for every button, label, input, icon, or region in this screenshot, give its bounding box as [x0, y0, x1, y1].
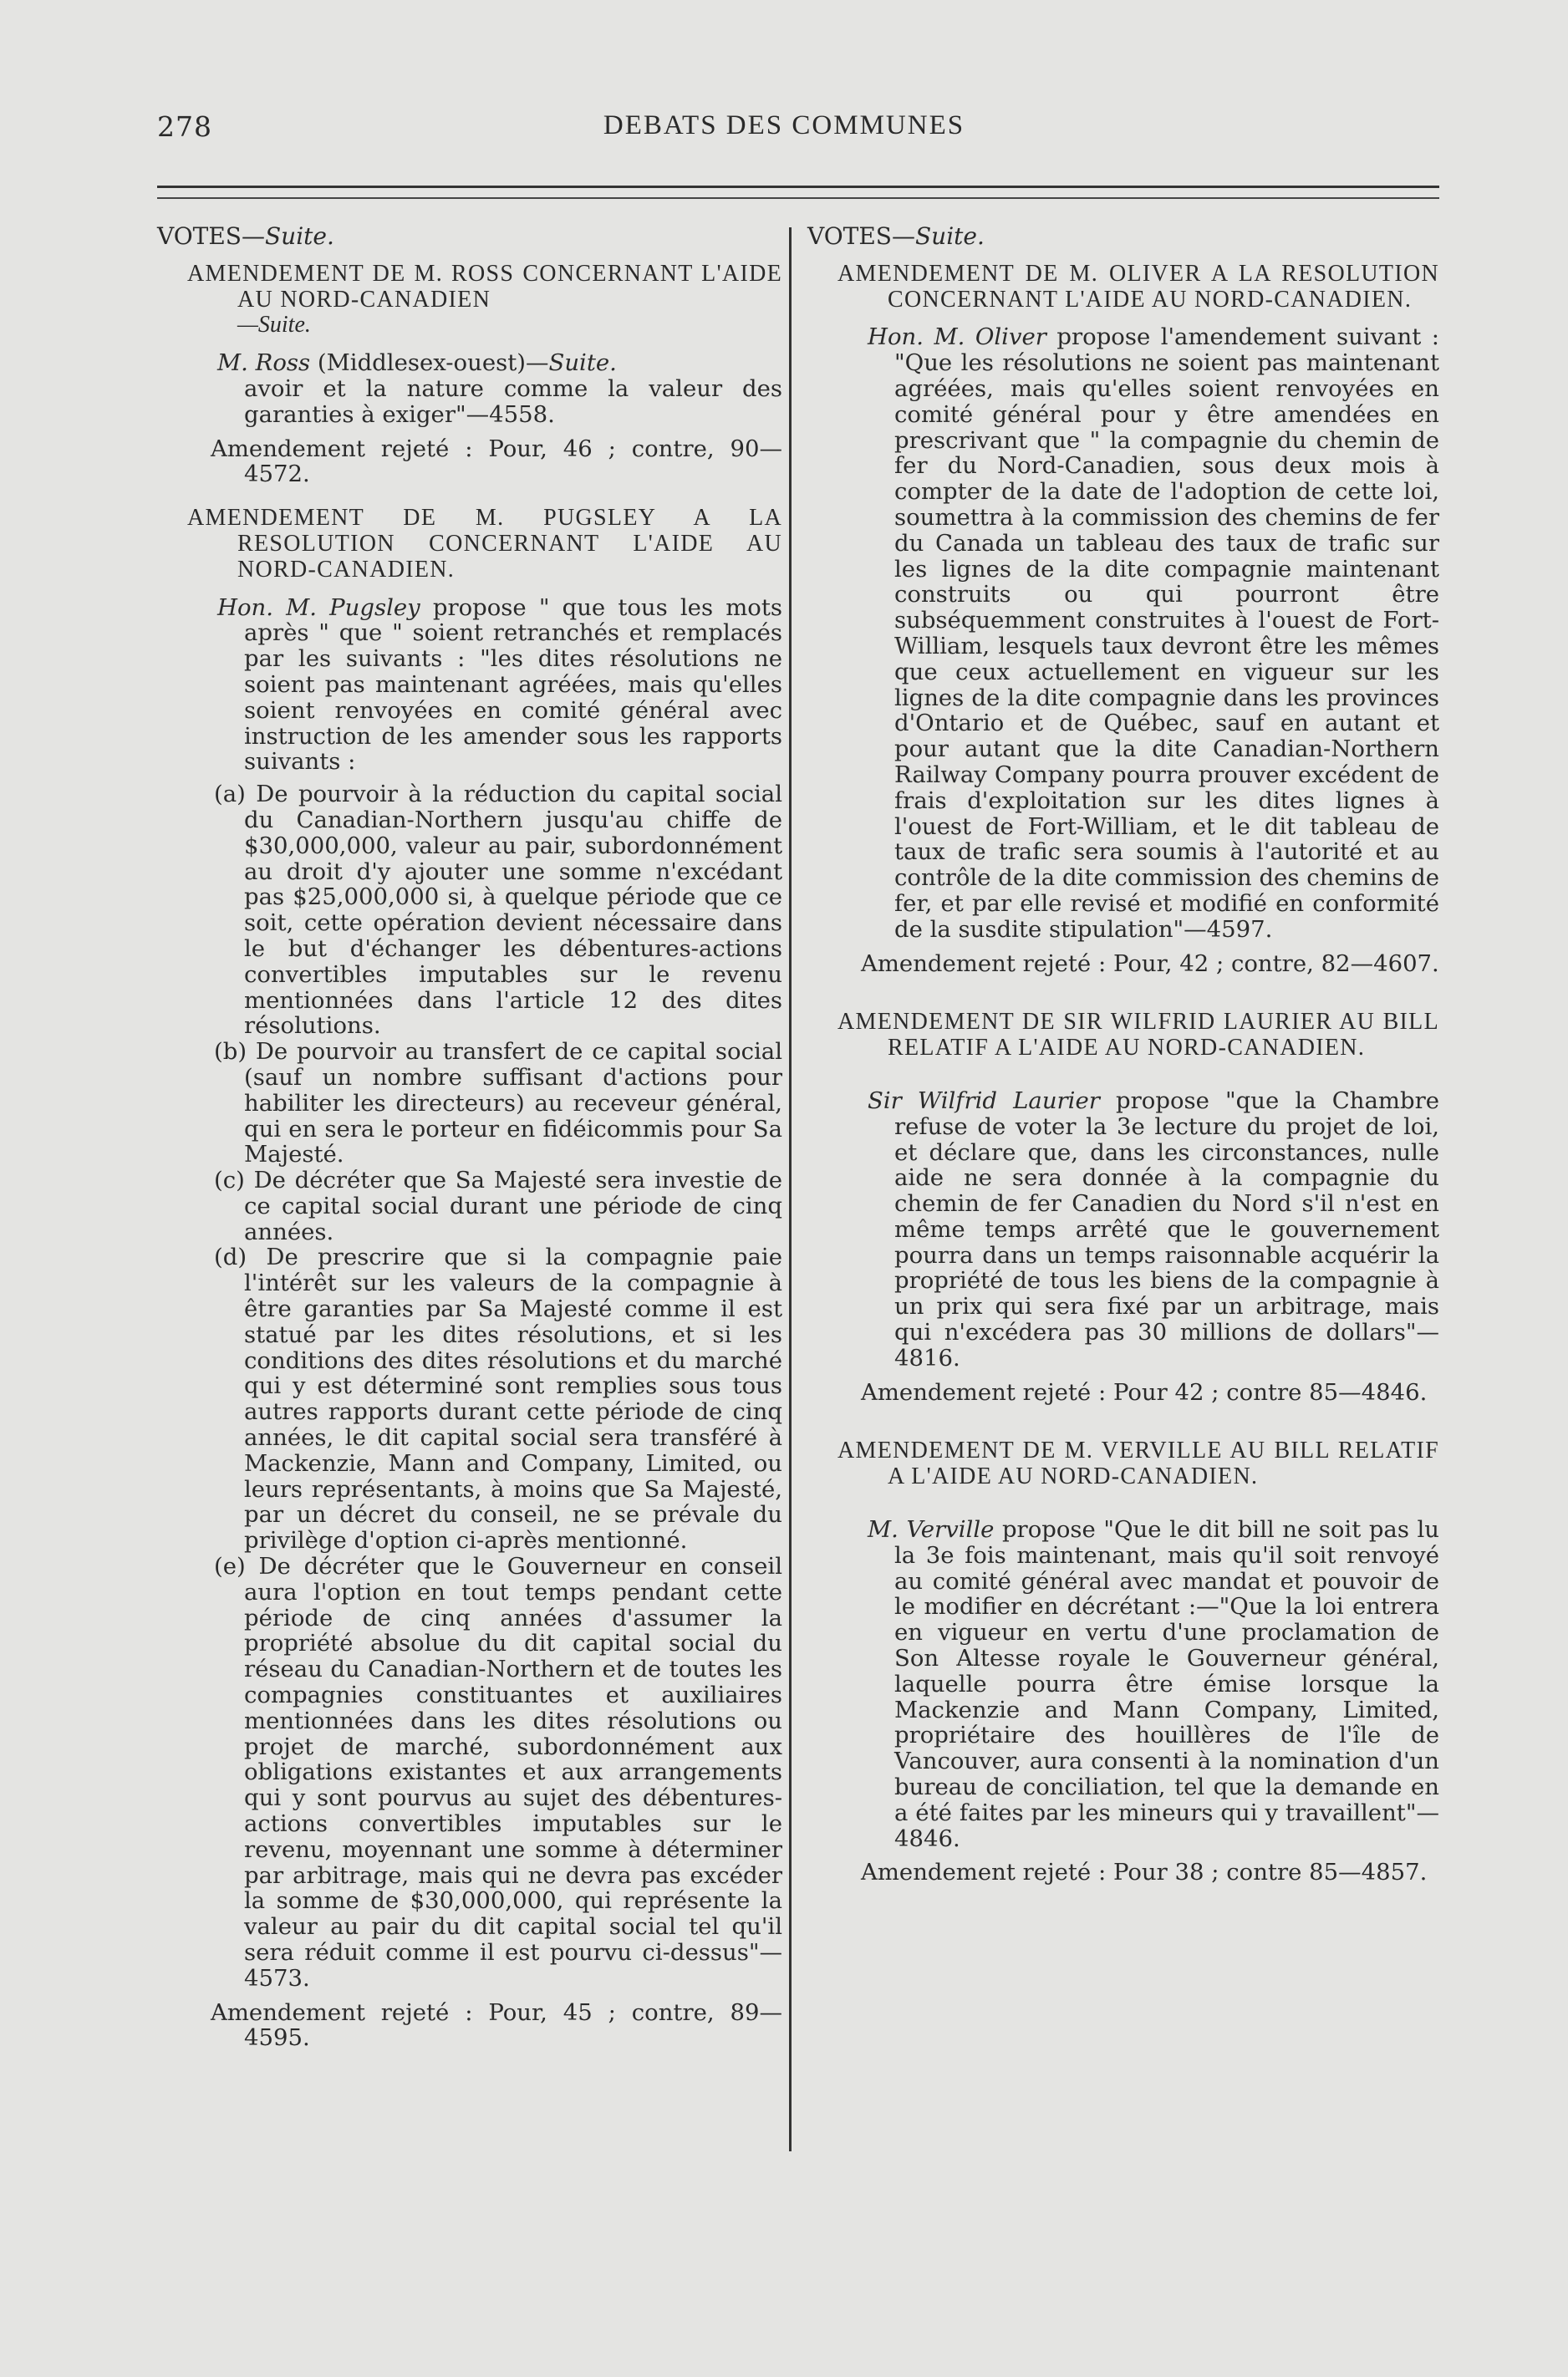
- oliver-result: Amendement rejeté : Pour, 42 ; contre, 82—4607.: [861, 949, 1439, 977]
- verville-result: Amendement rejeté : Pour 38 ; contre 85—4857.: [861, 1859, 1428, 1886]
- verville-paragraph: [807, 1517, 1439, 1851]
- ross-text: avoir et la nature comme la valeur des garanties à exiger"—4558.: [244, 374, 782, 428]
- pugsley-item-e: (e) De décréter que le Gouverneur en conseil aura l'option en tout temps pendant cette période de cinq années d'assumer la propriété absolue du dit capital social du réseau du Canadian-Northern et de toutes les compagnies constituantes et auxiliaires mentionnées dans les dites résolutions ou projet de marché, subordonnément aux obligations existantes et aux arrangements qui y sont pourvus au sujet des débentures-actions convertibles imputables sur le revenu, moyennant une somme à déterminer par arbitrage, mais qui ne devra pas excéder la somme de $30,000,000, qui représente la valeur au pair du dit capital social tel qu'il sera réduit comme il est pourvu ci-dessus"—4573.: [214, 1553, 782, 1992]
- pugsley-item-a: (a) De pourvoir à la réduction du capital social du Canadian-Northern jusqu'au chiffe de $30,000,000, valeur au pair, subordonnément au droit d'y ajouter une somme n'excédant pas $25,000,000 si, à quelque période que ce soit, cette opération devient nécessaire dans le but d'échanger les débentures-actions convertibles imputables sur le revenu mentionnées dans l'article 12 des dites résolutions.: [214, 781, 782, 1040]
- ross-speaker: M. Ross: [217, 349, 311, 377]
- ross-intro-suite: Suite.: [548, 349, 617, 377]
- votes-heading-right: [807, 224, 1439, 250]
- votes-label: VOTES—: [157, 222, 265, 250]
- oliver-speaker: Hon. M. Oliver: [868, 323, 1046, 351]
- laurier-paragraph: [807, 1088, 1439, 1372]
- ross-result: Amendement rejeté : Pour, 46 ; contre, 90—4572.: [211, 435, 782, 488]
- oliver-amendment-heading: AMENDEMENT DE M. OLIVER A LA RESOLUTION CONCERNANT L'AIDE AU NORD-CANADIEN.: [837, 260, 1439, 313]
- laurier-speaker: Sir Wilfrid Laurier: [868, 1087, 1100, 1114]
- right-column: [807, 224, 1439, 1904]
- column-divider: [789, 227, 792, 2151]
- ross-paragraph: [157, 350, 782, 427]
- page-number: 278: [157, 110, 212, 143]
- laurier-amendment-heading: AMENDEMENT DE SIR WILFRID LAURIER AU BILL RELATIF A L'AIDE AU NORD-CANADIEN.: [837, 1009, 1439, 1061]
- header-rule-thin: [157, 197, 1439, 199]
- running-title: DEBATS DES COMMUNES: [603, 110, 965, 140]
- left-column: [157, 224, 782, 2069]
- ross-amendment-heading: [157, 262, 782, 338]
- pugsley-paragraph: [157, 595, 782, 776]
- ross-intro: (Middlesex-ouest)—: [310, 349, 549, 377]
- votes-label-right: VOTES—: [807, 222, 915, 250]
- pugsley-item-b: (b) De pourvoir au transfert de ce capital social (sauf un nombre suffisant d'actions pour habiliter les directeurs) au receveur général, qui en sera le porteur en fidéicommis pour Sa Majesté.: [214, 1038, 782, 1168]
- votes-heading: [157, 224, 782, 250]
- verville-speaker: M. Verville: [868, 1516, 995, 1544]
- ross-heading-suite: —Suite.: [237, 312, 311, 338]
- laurier-result: Amendement rejeté : Pour 42 ; contre 85—4846.: [861, 1378, 1428, 1406]
- verville-amendment-heading: AMENDEMENT DE M. VERVILLE AU BILL RELATIF A L'AIDE AU NORD-CANADIEN.: [837, 1438, 1439, 1490]
- pugsley-result: Amendement rejeté : Pour, 45 ; contre, 89—4595.: [211, 1998, 782, 2052]
- laurier-text: propose "que la Chambre refuse de voter la 3e lecture du projet de loi, et déclare que, dans les circonstances, nulle aide ne sera donnée à la compagnie du chemin de fer Canadien du Nord s'il n'est en même temps arrêté que le gouvernement pourra dans un temps raisonnable acquérir la propriété de tous les biens de la compagnie à un prix qui sera fixé par un arbitrage, mais qui n'excédera pas 30 millions de dollars"—4816.: [894, 1087, 1439, 1372]
- oliver-text: propose l'amendement suivant : "Que les résolutions ne soient pas maintenant agréées, mais qu'elles soient renvoyées en comité général pour y être amendées en prescrivant que " la compagnie du chemin de fer du Nord-Canadien, sous deux mois à compter de la date de l'adoption de cette loi, soumettra à la commission des chemins de fer du Canada un tableau des taux de trafic sur les lignes de la dite compagnie maintenant construits ou qui pourront être subséquemment construites à l'ouest de Fort-William, lesquels taux devront être les mêmes que ceux actuellement en vigueur sur les lignes de la dite compagnie dans les provinces d'Ontario et de Québec, sauf en autant et pour autant que la dite Canadian-Northern Railway Company pourra prouver excédent de frais d'exploitation sur les dites lignes à l'ouest de Fort-William, et le dit tableau de taux de trafic sera soumis à l'autorité et au contrôle de la dite commission des chemins de fer, et par elle revisé et modifié en conformité de la susdite stipulation"—4597.: [894, 323, 1440, 943]
- ross-heading-text: AMENDEMENT DE M. ROSS CONCERNANT L'AIDE AU NORD-CANADIEN: [187, 260, 782, 313]
- votes-suite: Suite.: [264, 222, 334, 250]
- verville-text: propose "Que le dit bill ne soit pas lu la 3e fois maintenant, mais qu'il soit renvoyé au comité général avec mandat et pouvoir de le modifier en décrétant :—"Que la loi entrera en vigueur en vertu d'une proclamation de Son Altesse royale le Gouverneur général, laquelle pourra être émise lorsque la Mackenzie and Mann Company, Limited, propriétaire des houillères de l'île de Vancouver, aura consenti à la nomination d'un bureau de conciliation, tel que la demande en a été faites par les mineurs qui y travaillent"—4846.: [894, 1516, 1439, 1852]
- pugsley-item-c: (c) De décréter que Sa Majesté sera investie de ce capital social durant une période de cinq années.: [214, 1167, 782, 1245]
- pugsley-item-d: (d) De prescrire que si la compagnie paie l'intérêt sur les valeurs de la compagnie à être garanties par Sa Majesté comme il est statué par les dites résolutions, et si les conditions des dites résolutions et du marché qui y est déterminé sont remplies sous tous autres rapports durant cette période de cinq années, le dit capital social sera transféré à Mackenzie, Mann and Company, Limited, ou leurs représentants, à moins que Sa Majesté, par un décret du conseil, ne se prévale du privilège d'option ci-après mentionné.: [214, 1244, 782, 1555]
- pugsley-speaker: Hon. M. Pugsley: [217, 593, 420, 621]
- votes-suite-right: Suite.: [914, 222, 985, 250]
- pugsley-text: propose " que tous les mots après " que " soient retranchés et remplacés par les suivants : "les dites résolutions ne soient pas maintenant agréées, mais qu'elles soient renvoyées en comité général avec instruction de les amender sous les rapports suivants :: [244, 593, 782, 776]
- pugsley-amendment-heading: AMENDEMENT DE M. PUGSLEY A LA RESOLUTION CONCERNANT L'AIDE AU NORD-CANADIEN.: [187, 505, 782, 583]
- header-rule-thick: [157, 186, 1439, 188]
- oliver-paragraph: [807, 324, 1439, 942]
